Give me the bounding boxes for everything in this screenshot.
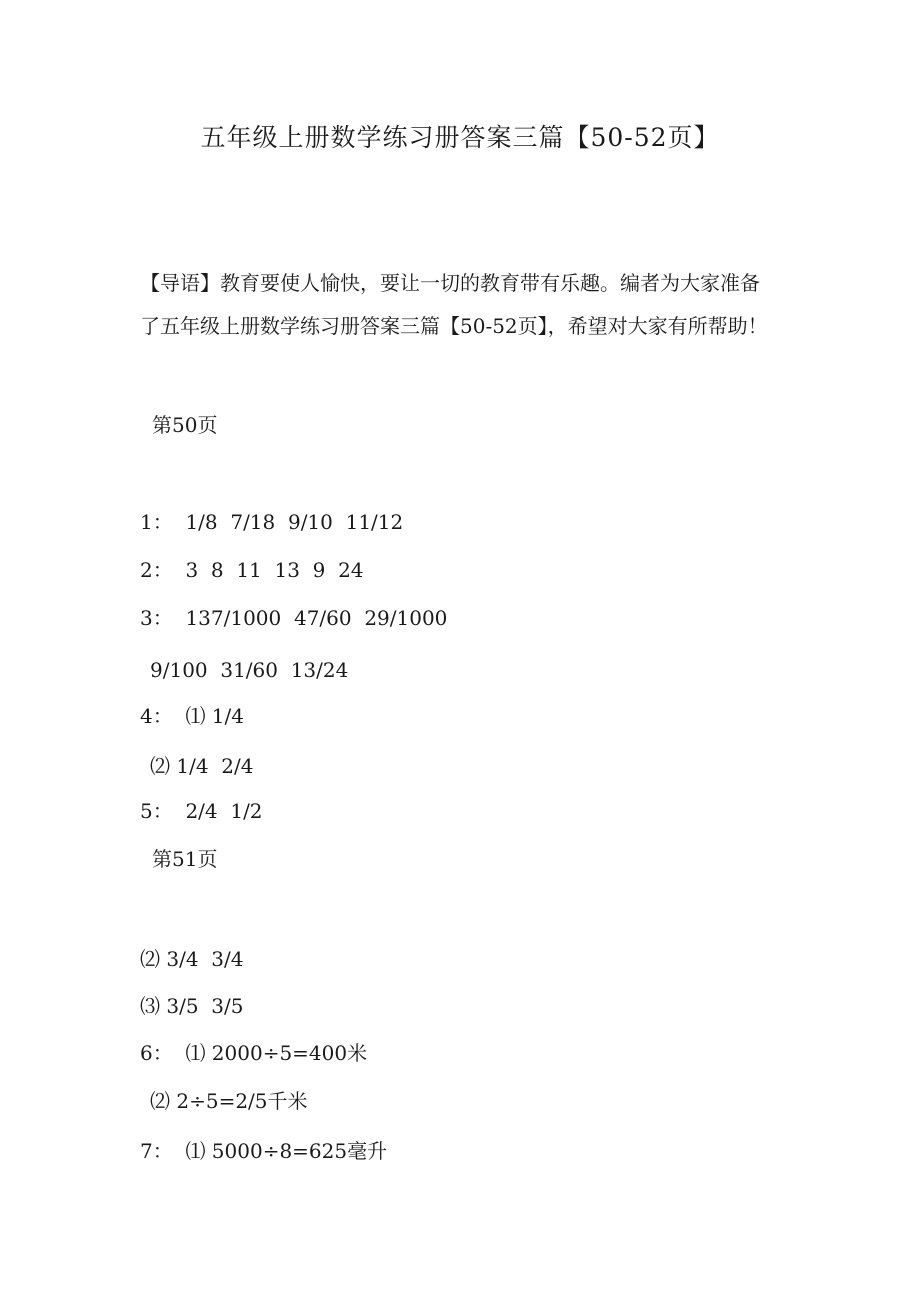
- document-title: 五年级上册数学练习册答案三篇【50-52页】: [200, 123, 720, 152]
- answer-line: 2： 3 8 11 13 9 24: [140, 558, 364, 582]
- answer-line: 5： 2/4 1/2: [140, 799, 263, 823]
- answer-line: 9/100 31/60 13/24: [150, 658, 349, 682]
- answer-line: ⑵ 1/4 2/4: [150, 754, 254, 778]
- answer-line: 3： 137/1000 47/60 29/1000: [140, 606, 448, 630]
- page-heading-50: 第50页: [152, 413, 218, 437]
- intro-paragraph: 【导语】教育要使人愉快，要让一切的教育带有乐趣。编者为大家准备了五年级上册数学练习册答案三篇【50-52页】，希望对大家有所帮助！: [140, 271, 768, 338]
- page-heading-51: 第51页: [152, 847, 218, 871]
- answer-line: 6： ⑴ 2000÷5=400米: [140, 1041, 368, 1065]
- answer-line: 4： ⑴ 1/4: [140, 704, 244, 728]
- answer-line: ⑵ 3/4 3/4: [140, 947, 244, 971]
- answer-line: ⑵ 2÷5=2/5千米: [150, 1089, 308, 1113]
- answer-line: 1： 1/8 7/18 9/10 11/12: [140, 510, 404, 534]
- answer-line: ⑶ 3/5 3/5: [140, 994, 244, 1018]
- answer-line: 7： ⑴ 5000÷8=625毫升: [140, 1139, 388, 1163]
